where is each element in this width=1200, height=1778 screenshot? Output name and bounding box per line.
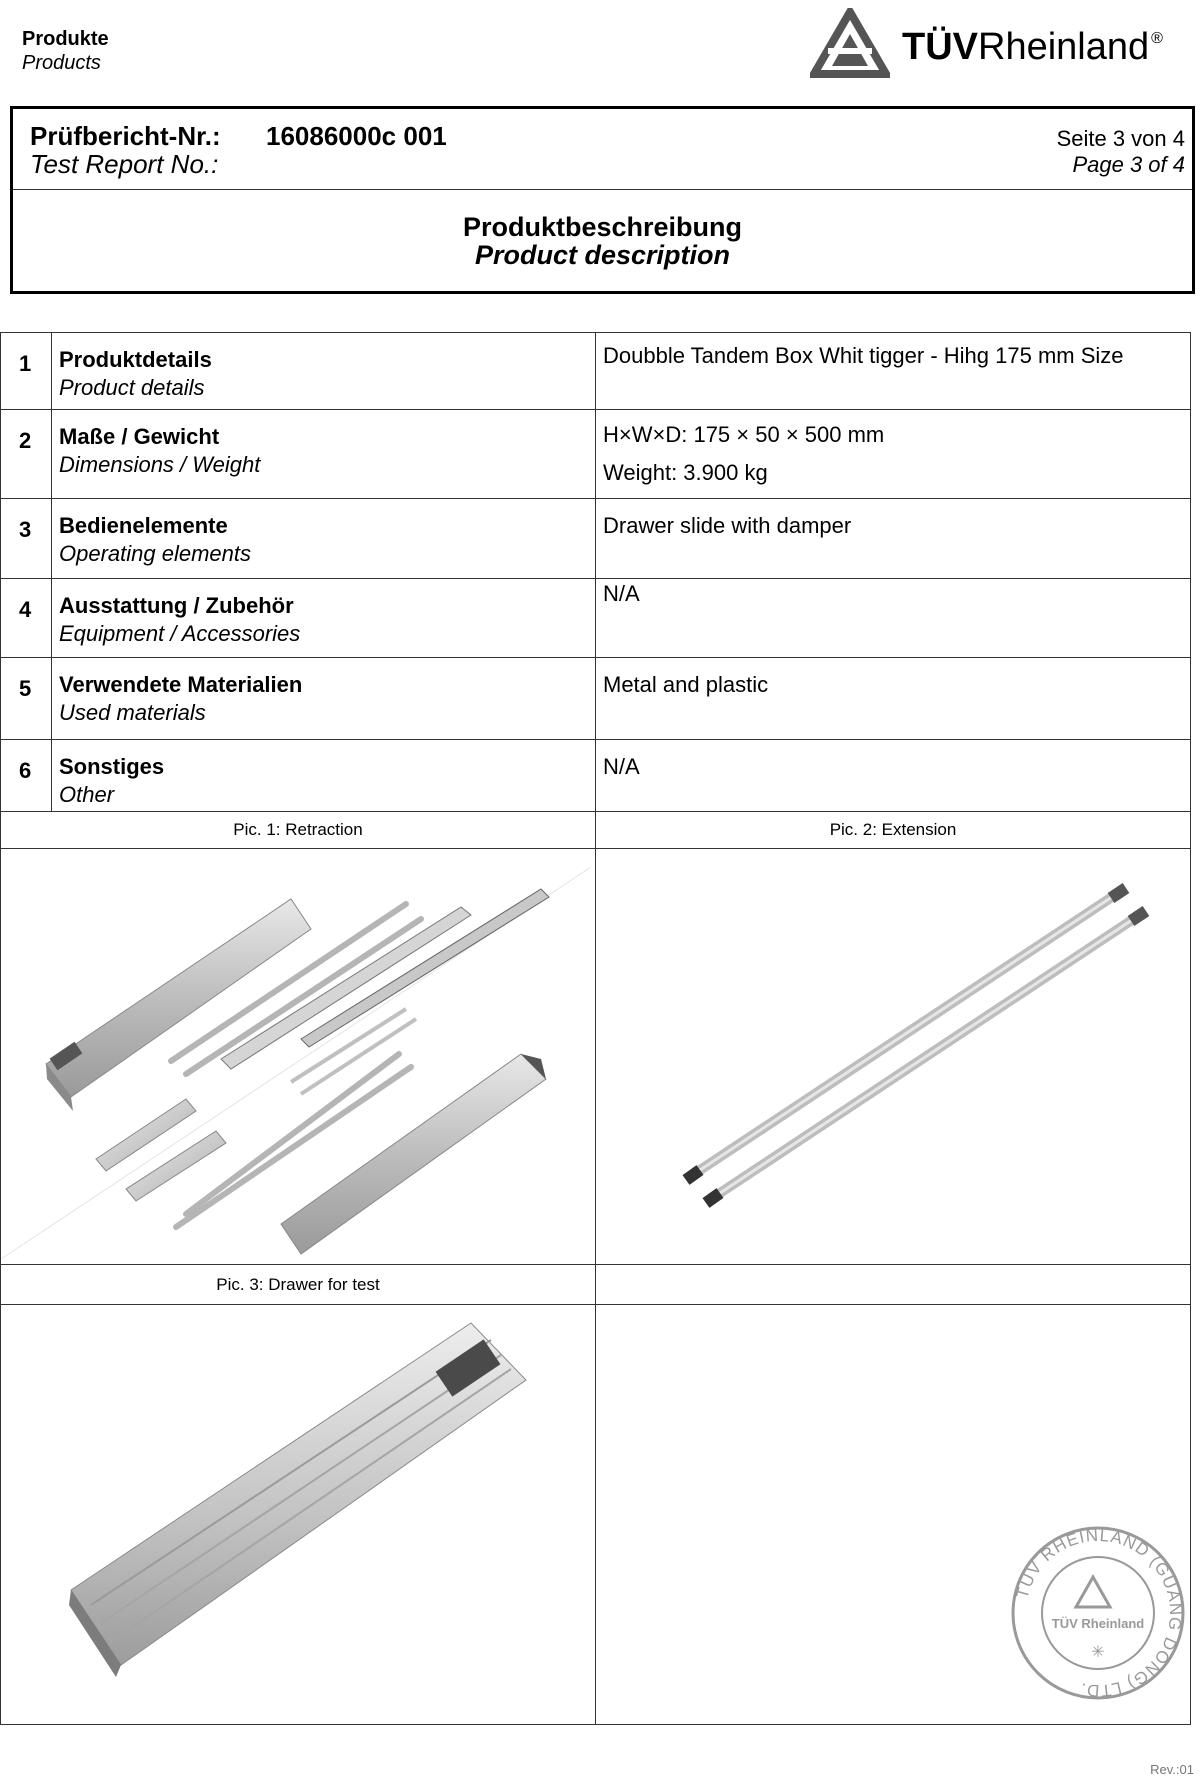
row-value: Drawer slide with damper — [596, 499, 1191, 579]
extension-rods-image — [596, 849, 1190, 1263]
page-title-de: Produktbeschreibung — [462, 212, 743, 242]
row-label: Sonstiges Other — [52, 740, 596, 812]
pic2-extension — [596, 849, 1191, 1265]
divider — [13, 189, 1192, 190]
page-number-de: Seite 3 von 4 — [1056, 126, 1185, 151]
svg-text:TÜV Rheinland: TÜV Rheinland — [1051, 1616, 1145, 1631]
table-row — [1, 499, 1191, 579]
report-number-label-de: Prüfbericht-Nr.: — [30, 121, 221, 151]
row-number: 3 — [1, 499, 52, 579]
section-title-en: Products — [22, 52, 101, 74]
svg-text:✳: ✳ — [1091, 1644, 1105, 1661]
drawer-parts-image — [1, 849, 596, 1263]
row-label: Bedienelemente Operating elements — [52, 499, 596, 579]
drawer-for-test-image — [1, 1305, 596, 1723]
row-value: Metal and plastic — [596, 658, 1191, 740]
row-value: Doubble Tandem Box Whit tigger - Hihg 175 mm Size — [596, 333, 1191, 410]
table-row — [1, 410, 1191, 499]
pic1-retraction — [1, 849, 596, 1265]
caption-empty — [596, 1265, 1191, 1305]
row-number: 2 — [1, 410, 52, 499]
tuv-logo — [810, 8, 1195, 78]
caption-pic1: Pic. 1: Retraction — [1, 812, 596, 849]
caption-row — [1, 1265, 1191, 1305]
row-value: H×W×D: 175 × 50 × 500 mm Weight: 3.900 kg — [596, 410, 1191, 499]
row-number: 5 — [1, 658, 52, 740]
row-label: Produktdetails Product details — [52, 333, 596, 410]
company-seal-stamp — [596, 1305, 1190, 1723]
row-label: Maße / Gewicht Dimensions / Weight — [52, 410, 596, 499]
table-row — [1, 658, 1191, 740]
page-number-en: Page 3 of 4 — [1072, 152, 1185, 177]
row-value: N/A — [596, 740, 1191, 812]
caption-pic3: Pic. 3: Drawer for test — [1, 1265, 596, 1305]
report-number: 16086000c 001 — [266, 121, 447, 151]
tuv-triangle-icon — [810, 8, 890, 78]
caption-pic2: Pic. 2: Extension — [596, 812, 1191, 849]
row-label: Verwendete Materialien Used materials — [52, 658, 596, 740]
page-title-en: Product description — [474, 240, 731, 270]
picture-row — [1, 849, 1191, 1265]
table-row — [1, 333, 1191, 410]
pic3-drawer — [1, 1305, 596, 1725]
table-row — [1, 740, 1191, 812]
revision-label: Rev.:01 — [1150, 1762, 1194, 1777]
pic4-stamp-area — [596, 1305, 1191, 1725]
row-label: Ausstattung / Zubehör Equipment / Accessories — [52, 579, 596, 658]
row-number: 6 — [1, 740, 52, 812]
table-row — [1, 579, 1191, 658]
row-value: N/A — [596, 579, 1191, 658]
caption-row — [1, 812, 1191, 849]
row-number: 1 — [1, 333, 52, 410]
logo-wordmark: TÜVRheinland ® — [902, 26, 1163, 68]
section-title-de: Produkte — [22, 28, 109, 50]
svg-text:TÜV RHEINLAND (GUANG DONG) LTD: TÜV RHEINLAND (GUANG DONG) LTD. — [1012, 1525, 1186, 1701]
picture-row — [1, 1305, 1191, 1725]
report-number-label-en: Test Report No.: — [30, 149, 219, 179]
product-spec-table — [0, 332, 1191, 1725]
row-number: 4 — [1, 579, 52, 658]
